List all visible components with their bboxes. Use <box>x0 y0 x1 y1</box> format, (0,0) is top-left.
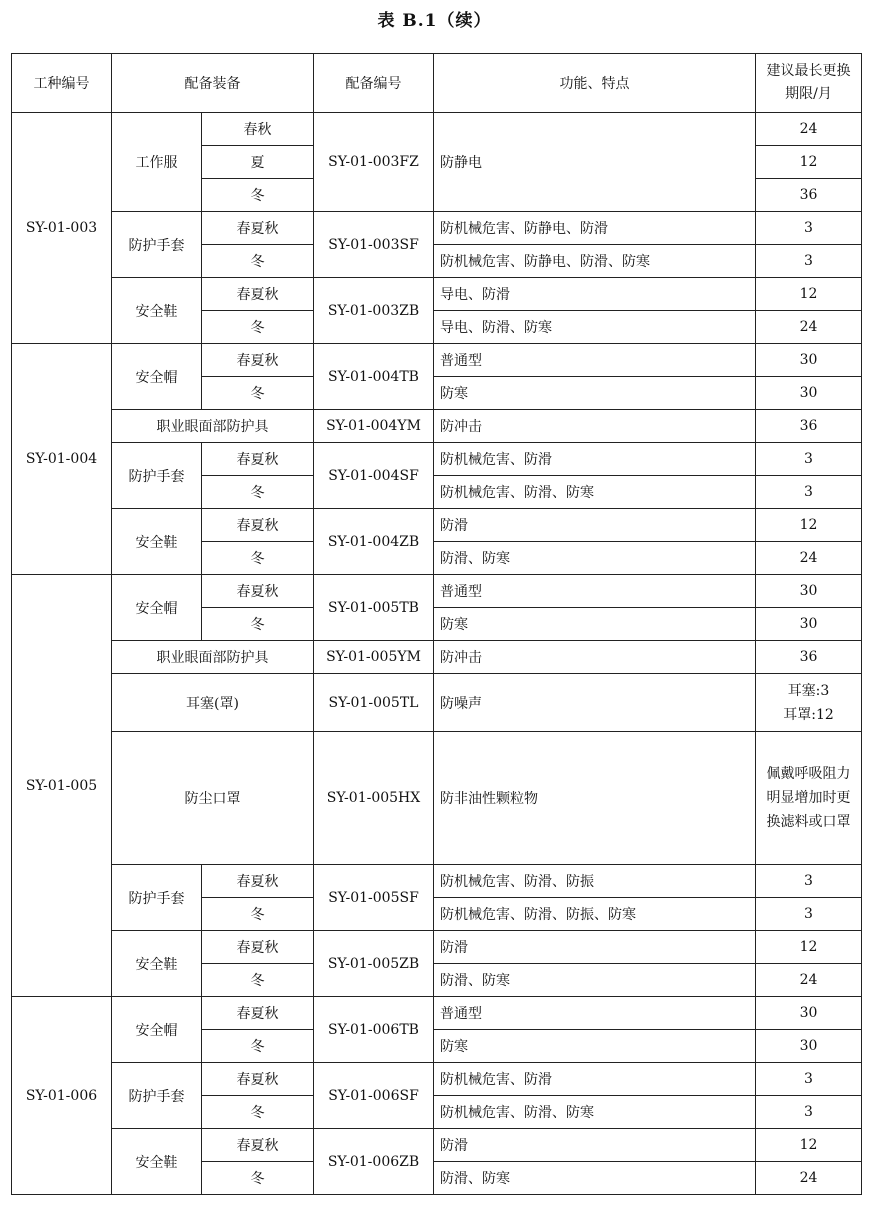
equipment-code: SY-01-004ZB <box>314 509 434 575</box>
season: 春夏秋 <box>202 931 314 964</box>
feature: 防机械危害、防静电、防滑 <box>434 212 756 245</box>
season: 冬 <box>202 179 314 212</box>
season: 冬 <box>202 1030 314 1063</box>
season: 春夏秋 <box>202 278 314 311</box>
season: 冬 <box>202 964 314 997</box>
season: 冬 <box>202 311 314 344</box>
equipment-name: 安全鞋 <box>112 1129 202 1195</box>
period: 36 <box>756 641 862 674</box>
season: 冬 <box>202 245 314 278</box>
season: 冬 <box>202 608 314 641</box>
period <box>756 732 862 865</box>
period: 24 <box>756 311 862 344</box>
season: 春夏秋 <box>202 344 314 377</box>
period: 24 <box>756 542 862 575</box>
table-caption: 表 B.1（续） <box>377 11 492 31</box>
period-line: 换滤料或口罩 <box>766 814 851 830</box>
equipment-name: 防护手套 <box>112 1063 202 1129</box>
feature: 防滑、防寒 <box>434 542 756 575</box>
season: 春夏秋 <box>202 212 314 245</box>
equipment-code: SY-01-005TB <box>314 575 434 641</box>
feature: 导电、防滑 <box>434 278 756 311</box>
feature: 防静电 <box>434 113 756 212</box>
equipment-name: 耳塞(罩) <box>112 674 314 732</box>
equipment-name: 安全鞋 <box>112 509 202 575</box>
feature: 防机械危害、防滑 <box>434 443 756 476</box>
season: 春秋 <box>202 113 314 146</box>
feature: 防滑、防寒 <box>434 1162 756 1195</box>
feature: 防滑 <box>434 509 756 542</box>
period-line: 耳塞:3 <box>787 682 830 699</box>
equipment-code: SY-01-005TL <box>314 674 434 732</box>
period: 30 <box>756 377 862 410</box>
period: 12 <box>756 146 862 179</box>
period <box>756 674 862 732</box>
equipment-code: SY-01-003FZ <box>314 113 434 212</box>
equipment-name: 安全鞋 <box>112 931 202 997</box>
job-code: SY-01-006 <box>12 997 112 1195</box>
header-equipment-code: 配备编号 <box>314 54 434 113</box>
period: 24 <box>756 964 862 997</box>
season: 冬 <box>202 1096 314 1129</box>
equipment-table <box>11 53 862 1195</box>
period: 24 <box>756 113 862 146</box>
equipment-code: SY-01-006ZB <box>314 1129 434 1195</box>
period-line: 佩戴呼吸阻力 <box>766 766 851 782</box>
feature: 防滑、防寒 <box>434 964 756 997</box>
equipment-name: 安全鞋 <box>112 278 202 344</box>
period: 3 <box>756 898 862 931</box>
feature: 防机械危害、防滑、防振、防寒 <box>434 898 756 931</box>
period: 12 <box>756 509 862 542</box>
feature: 防机械危害、防滑、防寒 <box>434 1096 756 1129</box>
equipment-code: SY-01-005HX <box>314 732 434 865</box>
equipment-name: 防尘口罩 <box>112 732 314 865</box>
season: 冬 <box>202 476 314 509</box>
equipment-code: SY-01-004YM <box>314 410 434 443</box>
feature: 防噪声 <box>434 674 756 732</box>
feature: 防机械危害、防滑、防寒 <box>434 476 756 509</box>
period: 30 <box>756 344 862 377</box>
season: 春夏秋 <box>202 1063 314 1096</box>
equipment-code: SY-01-005SF <box>314 865 434 931</box>
header-period: 建议最长更换期限/月 <box>756 54 862 113</box>
feature: 防冲击 <box>434 410 756 443</box>
season: 春夏秋 <box>202 865 314 898</box>
header-equipment: 配备装备 <box>112 54 314 113</box>
period: 3 <box>756 476 862 509</box>
season: 春夏秋 <box>202 575 314 608</box>
season: 夏 <box>202 146 314 179</box>
header-feature: 功能、特点 <box>434 54 756 113</box>
feature: 防寒 <box>434 1030 756 1063</box>
period: 30 <box>756 575 862 608</box>
period-line: 明显增加时更 <box>766 790 851 806</box>
season: 春夏秋 <box>202 509 314 542</box>
feature: 防机械危害、防滑 <box>434 1063 756 1096</box>
job-code: SY-01-003 <box>12 113 112 344</box>
equipment-code: SY-01-006TB <box>314 997 434 1063</box>
period: 12 <box>756 1129 862 1162</box>
feature: 防机械危害、防滑、防振 <box>434 865 756 898</box>
equipment-name: 职业眼面部防护具 <box>112 641 314 674</box>
period: 30 <box>756 608 862 641</box>
period: 36 <box>756 410 862 443</box>
feature: 普通型 <box>434 344 756 377</box>
feature: 防非油性颗粒物 <box>434 732 756 865</box>
season: 春夏秋 <box>202 1129 314 1162</box>
equipment-code: SY-01-004TB <box>314 344 434 410</box>
feature: 防滑 <box>434 1129 756 1162</box>
season: 春夏秋 <box>202 997 314 1030</box>
equipment-name: 工作服 <box>112 113 202 212</box>
period: 36 <box>756 179 862 212</box>
period: 3 <box>756 212 862 245</box>
feature: 防冲击 <box>434 641 756 674</box>
season: 冬 <box>202 898 314 931</box>
equipment-name: 安全帽 <box>112 344 202 410</box>
feature: 普通型 <box>434 575 756 608</box>
equipment-code: SY-01-004SF <box>314 443 434 509</box>
feature: 防机械危害、防静电、防滑、防寒 <box>434 245 756 278</box>
feature: 防寒 <box>434 608 756 641</box>
header-job-code: 工种编号 <box>12 54 112 113</box>
season: 冬 <box>202 1162 314 1195</box>
equipment-name: 防护手套 <box>112 865 202 931</box>
equipment-code: SY-01-003ZB <box>314 278 434 344</box>
period: 3 <box>756 245 862 278</box>
period: 30 <box>756 997 862 1030</box>
equipment-name: 安全帽 <box>112 997 202 1063</box>
equipment-name: 安全帽 <box>112 575 202 641</box>
period: 12 <box>756 278 862 311</box>
feature: 导电、防滑、防寒 <box>434 311 756 344</box>
feature: 防寒 <box>434 377 756 410</box>
season: 春夏秋 <box>202 443 314 476</box>
season: 冬 <box>202 377 314 410</box>
equipment-name: 职业眼面部防护具 <box>112 410 314 443</box>
period: 24 <box>756 1162 862 1195</box>
equipment-name: 防护手套 <box>112 443 202 509</box>
equipment-code: SY-01-005ZB <box>314 931 434 997</box>
feature: 普通型 <box>434 997 756 1030</box>
period: 3 <box>756 865 862 898</box>
period: 30 <box>756 1030 862 1063</box>
period: 3 <box>756 1096 862 1129</box>
season: 冬 <box>202 542 314 575</box>
period: 3 <box>756 1063 862 1096</box>
period-line: 耳罩:12 <box>783 706 834 723</box>
equipment-code: SY-01-005YM <box>314 641 434 674</box>
job-code: SY-01-005 <box>12 575 112 997</box>
equipment-code: SY-01-006SF <box>314 1063 434 1129</box>
feature: 防滑 <box>434 931 756 964</box>
equipment-code: SY-01-003SF <box>314 212 434 278</box>
period: 12 <box>756 931 862 964</box>
job-code: SY-01-004 <box>12 344 112 575</box>
equipment-name: 防护手套 <box>112 212 202 278</box>
period: 3 <box>756 443 862 476</box>
